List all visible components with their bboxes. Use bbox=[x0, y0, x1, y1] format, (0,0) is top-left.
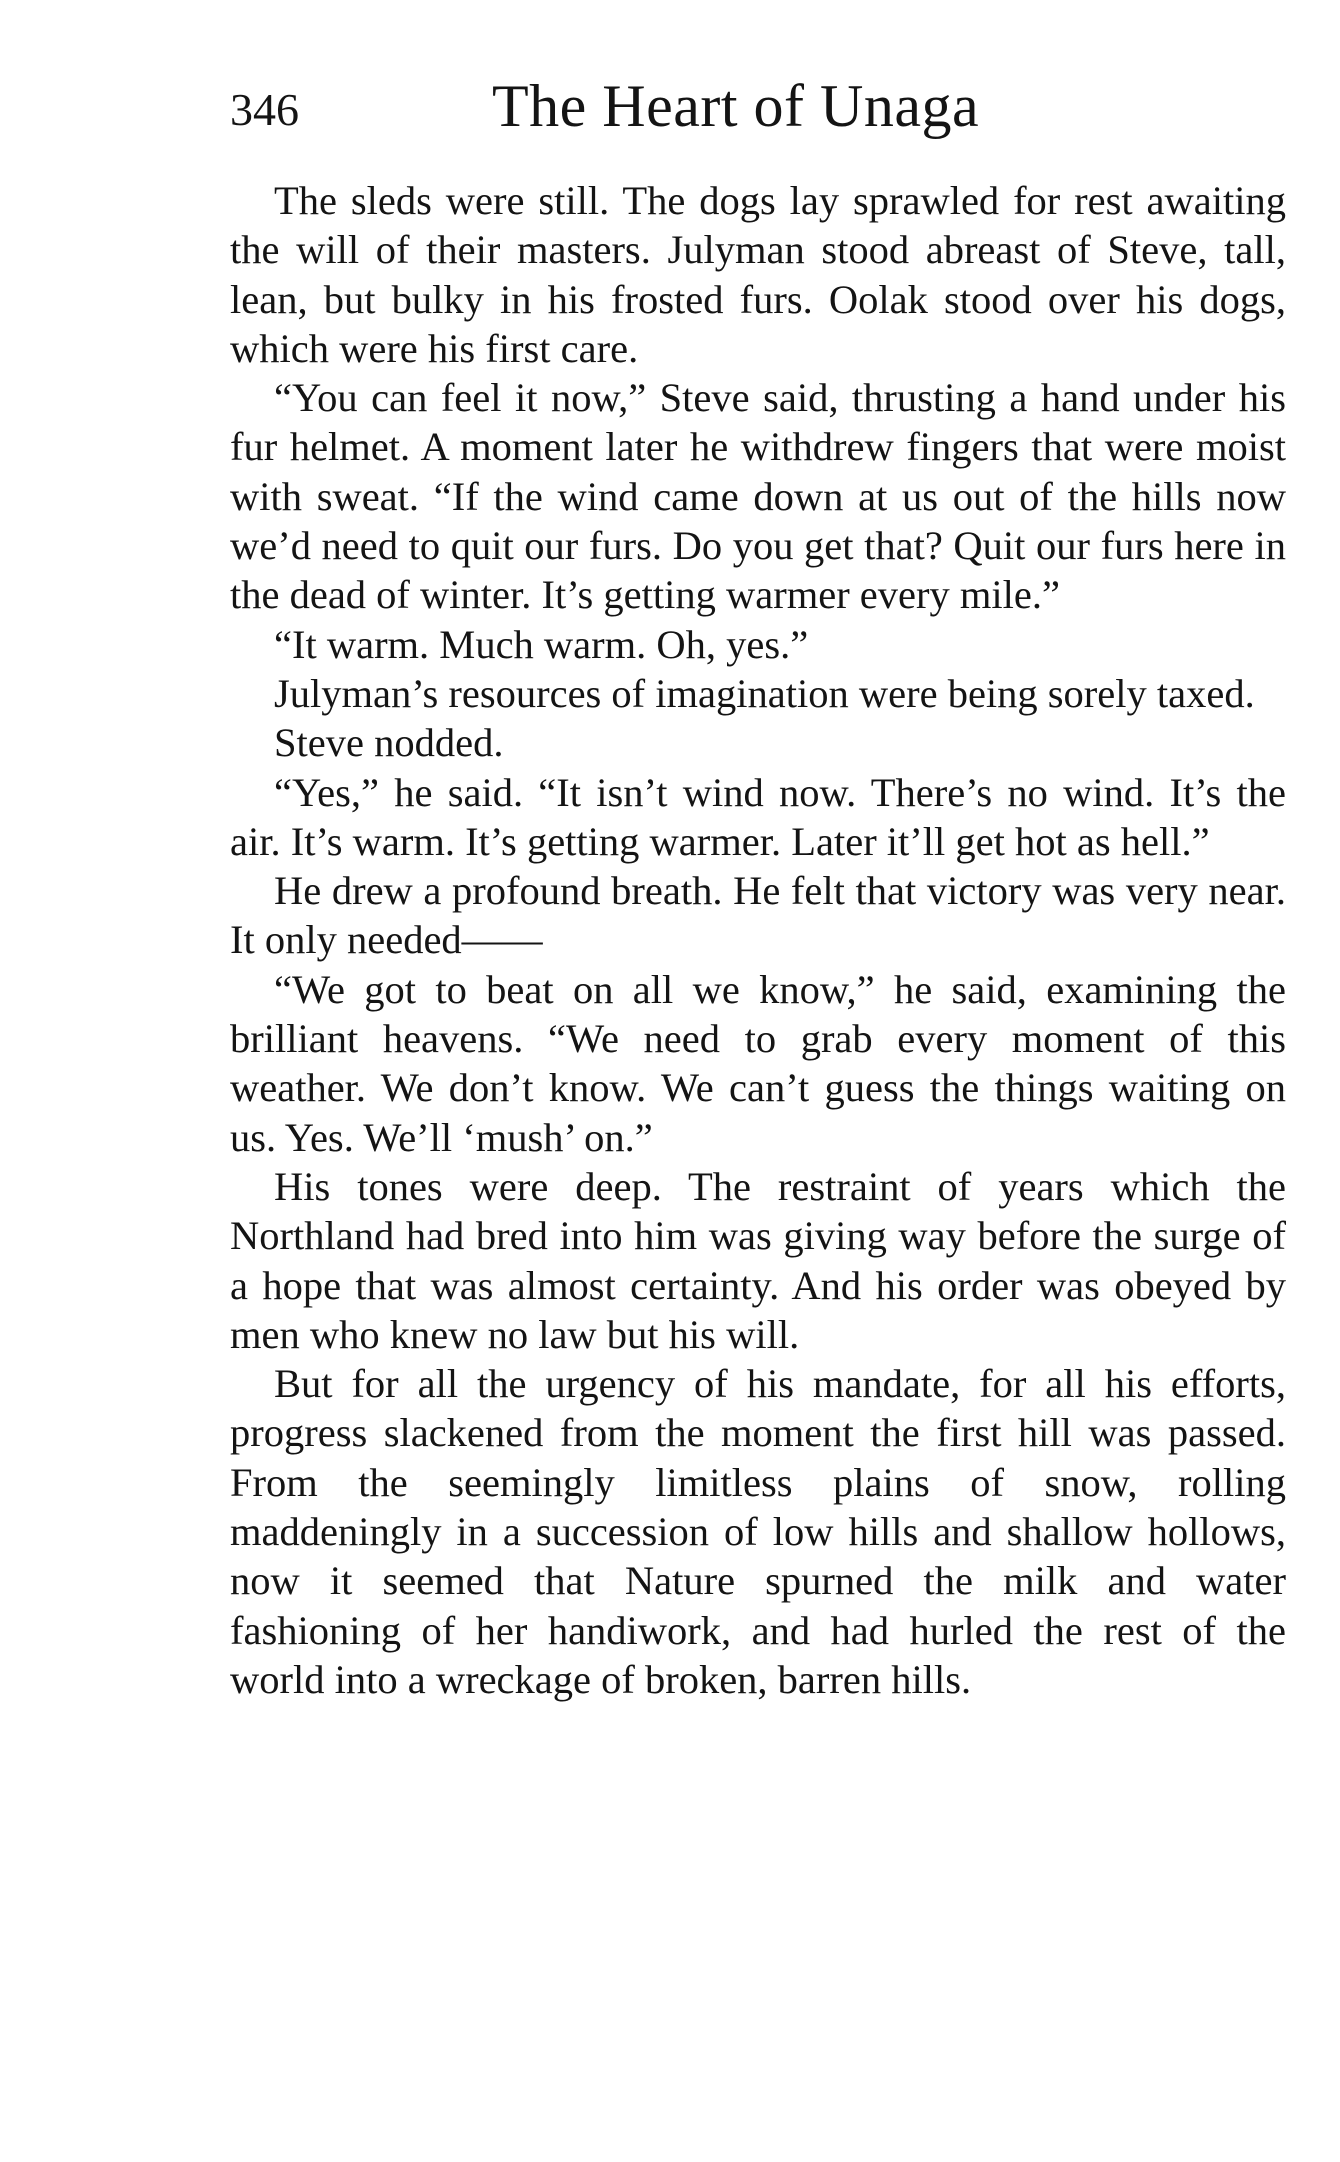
running-head bbox=[230, 66, 1292, 146]
running-title: The Heart of Unaga bbox=[492, 73, 980, 139]
paragraph-1: The sleds were still. The dogs lay sprawled for rest awaiting the will of their masters. Julyman stood abreast of Steve, tall, lean, but bulky in his frosted furs. Oolak stood over his dogs, which were his first care. bbox=[230, 178, 1286, 371]
paragraph-8: “We got to beat on all we know,” he said, examining the brilliant heavens. “We need to grab every moment of this weather. We don’t know. We can’t guess the things waiting on us. Yes. We’ll ‘mush’ on.” bbox=[230, 966, 1286, 1160]
paragraph-6: “Yes,” he said. “It isn’t wind now. There’s no wind. It’s the air. It’s warm. It’s getting warmer. Later it’ll get hot as hell.” bbox=[230, 769, 1286, 864]
paragraph-3: “It warm. Much warm. Oh, yes.” bbox=[274, 621, 809, 667]
paragraph-10: But for all the urgency of his mandate, for all his efforts, progress slackened from the moment the first hill was passed. From the seemingly limitless plains of snow, rolling maddeningly in a succession of low hills and shallow hollows, now it seemed that Nature spurned the milk and water fashioning of her handiwork, and had hurled the rest of the world into a wreckage of broken, barren hills. bbox=[230, 1361, 1286, 1702]
body-text bbox=[230, 176, 1286, 1704]
paragraph-7: He drew a profound breath. He felt that victory was very near. It only needed—— bbox=[230, 868, 1286, 963]
paragraph-5: Steve nodded. bbox=[274, 720, 504, 766]
paragraph-9: His tones were deep. The restraint of years which the Northland had bred into him was giving way before the surge of a hope that was almost certainty. And his order was obeyed by men who knew no law but his will. bbox=[230, 1163, 1286, 1357]
paragraph-4: Julyman’s resources of imagination were being sorely taxed. bbox=[274, 670, 1255, 716]
paragraph-2: “You can feel it now,” Steve said, thrusting a hand under his fur helmet. A moment later he withdrew fingers that were moist with sweat. “If the wind came down at us out of the hills now we’d need to quit our furs. Do you get that? Quit our furs here in the dead of winter. It’s getting warmer every mile.” bbox=[230, 375, 1286, 618]
page-number: 346 bbox=[230, 84, 299, 135]
